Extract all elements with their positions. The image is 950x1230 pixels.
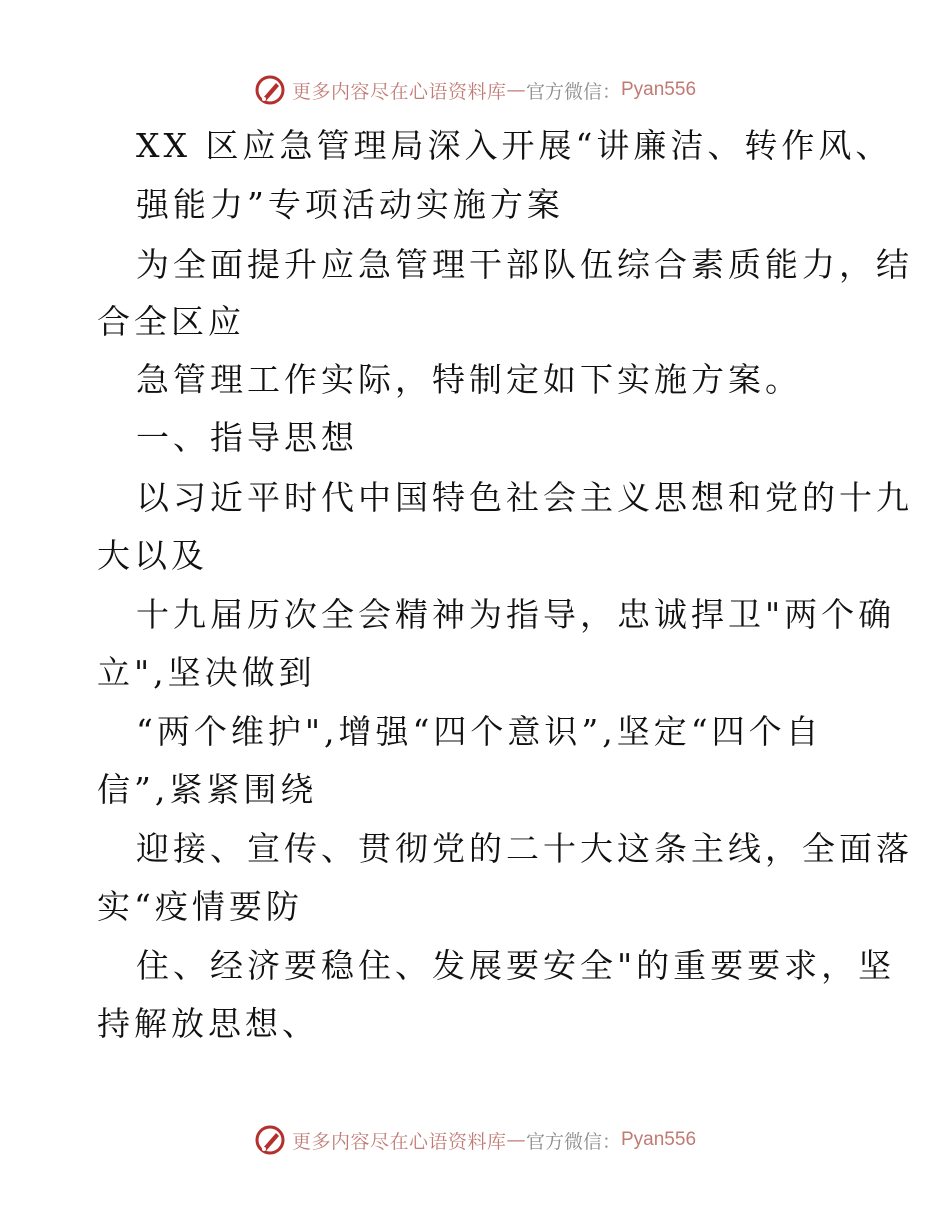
doc-title-line-2: 强能力”专项活动实施方案: [136, 185, 564, 224]
paragraph-line: 十九届历次全会精神为指导，忠诚捍卫"两个确: [136, 595, 896, 634]
paragraph-line: 为全面提升应急管理干部队伍综合素质能力，结: [136, 245, 913, 284]
paragraph-line: 合全区应: [97, 302, 245, 341]
paragraph-line: 实“疫情要防: [97, 887, 303, 926]
footer-watermark: [0, 1120, 950, 1160]
paragraph-line: 持解放思想、: [97, 1004, 319, 1043]
paragraph-line: 大以及: [97, 536, 208, 575]
watermark-text: 更多内容尽在心语资料库: [291, 1130, 507, 1153]
watermark-wechat-label: 官方微信：: [525, 80, 621, 103]
watermark-text: 更多内容尽在心语资料库: [291, 80, 507, 103]
paragraph-line: 急管理工作实际，特制定如下实施方案。: [136, 360, 802, 399]
paragraph-line: 立",坚决做到: [97, 653, 316, 692]
watermark-separator: —: [506, 79, 526, 101]
watermark-separator: —: [506, 1129, 526, 1151]
paragraph-line: 住、经济要稳住、发展要安全"的重要要求，坚: [136, 946, 896, 985]
pen-logo-icon: [254, 74, 286, 106]
paragraph-line: 以习近平时代中国特色社会主义思想和党的十九: [136, 478, 913, 517]
doc-title-line-1: XX 区应急管理局深入开展“讲廉洁、转作风、: [136, 126, 893, 165]
header-watermark: [0, 70, 950, 110]
paragraph-line: “两个维护",增强“四个意识”,坚定“四个自: [136, 712, 823, 751]
section-heading: 一、指导思想: [136, 418, 358, 457]
watermark-wechat-id: Pyan556: [621, 1129, 697, 1150]
paragraph-line: 信”,紧紧围绕: [97, 770, 318, 809]
watermark-wechat-id: Pyan556: [621, 79, 697, 100]
watermark-wechat-label: 官方微信：: [525, 1130, 621, 1153]
pen-logo-icon: [254, 1124, 286, 1156]
paragraph-line: 迎接、宣传、贯彻党的二十大这条主线，全面落: [136, 829, 913, 868]
